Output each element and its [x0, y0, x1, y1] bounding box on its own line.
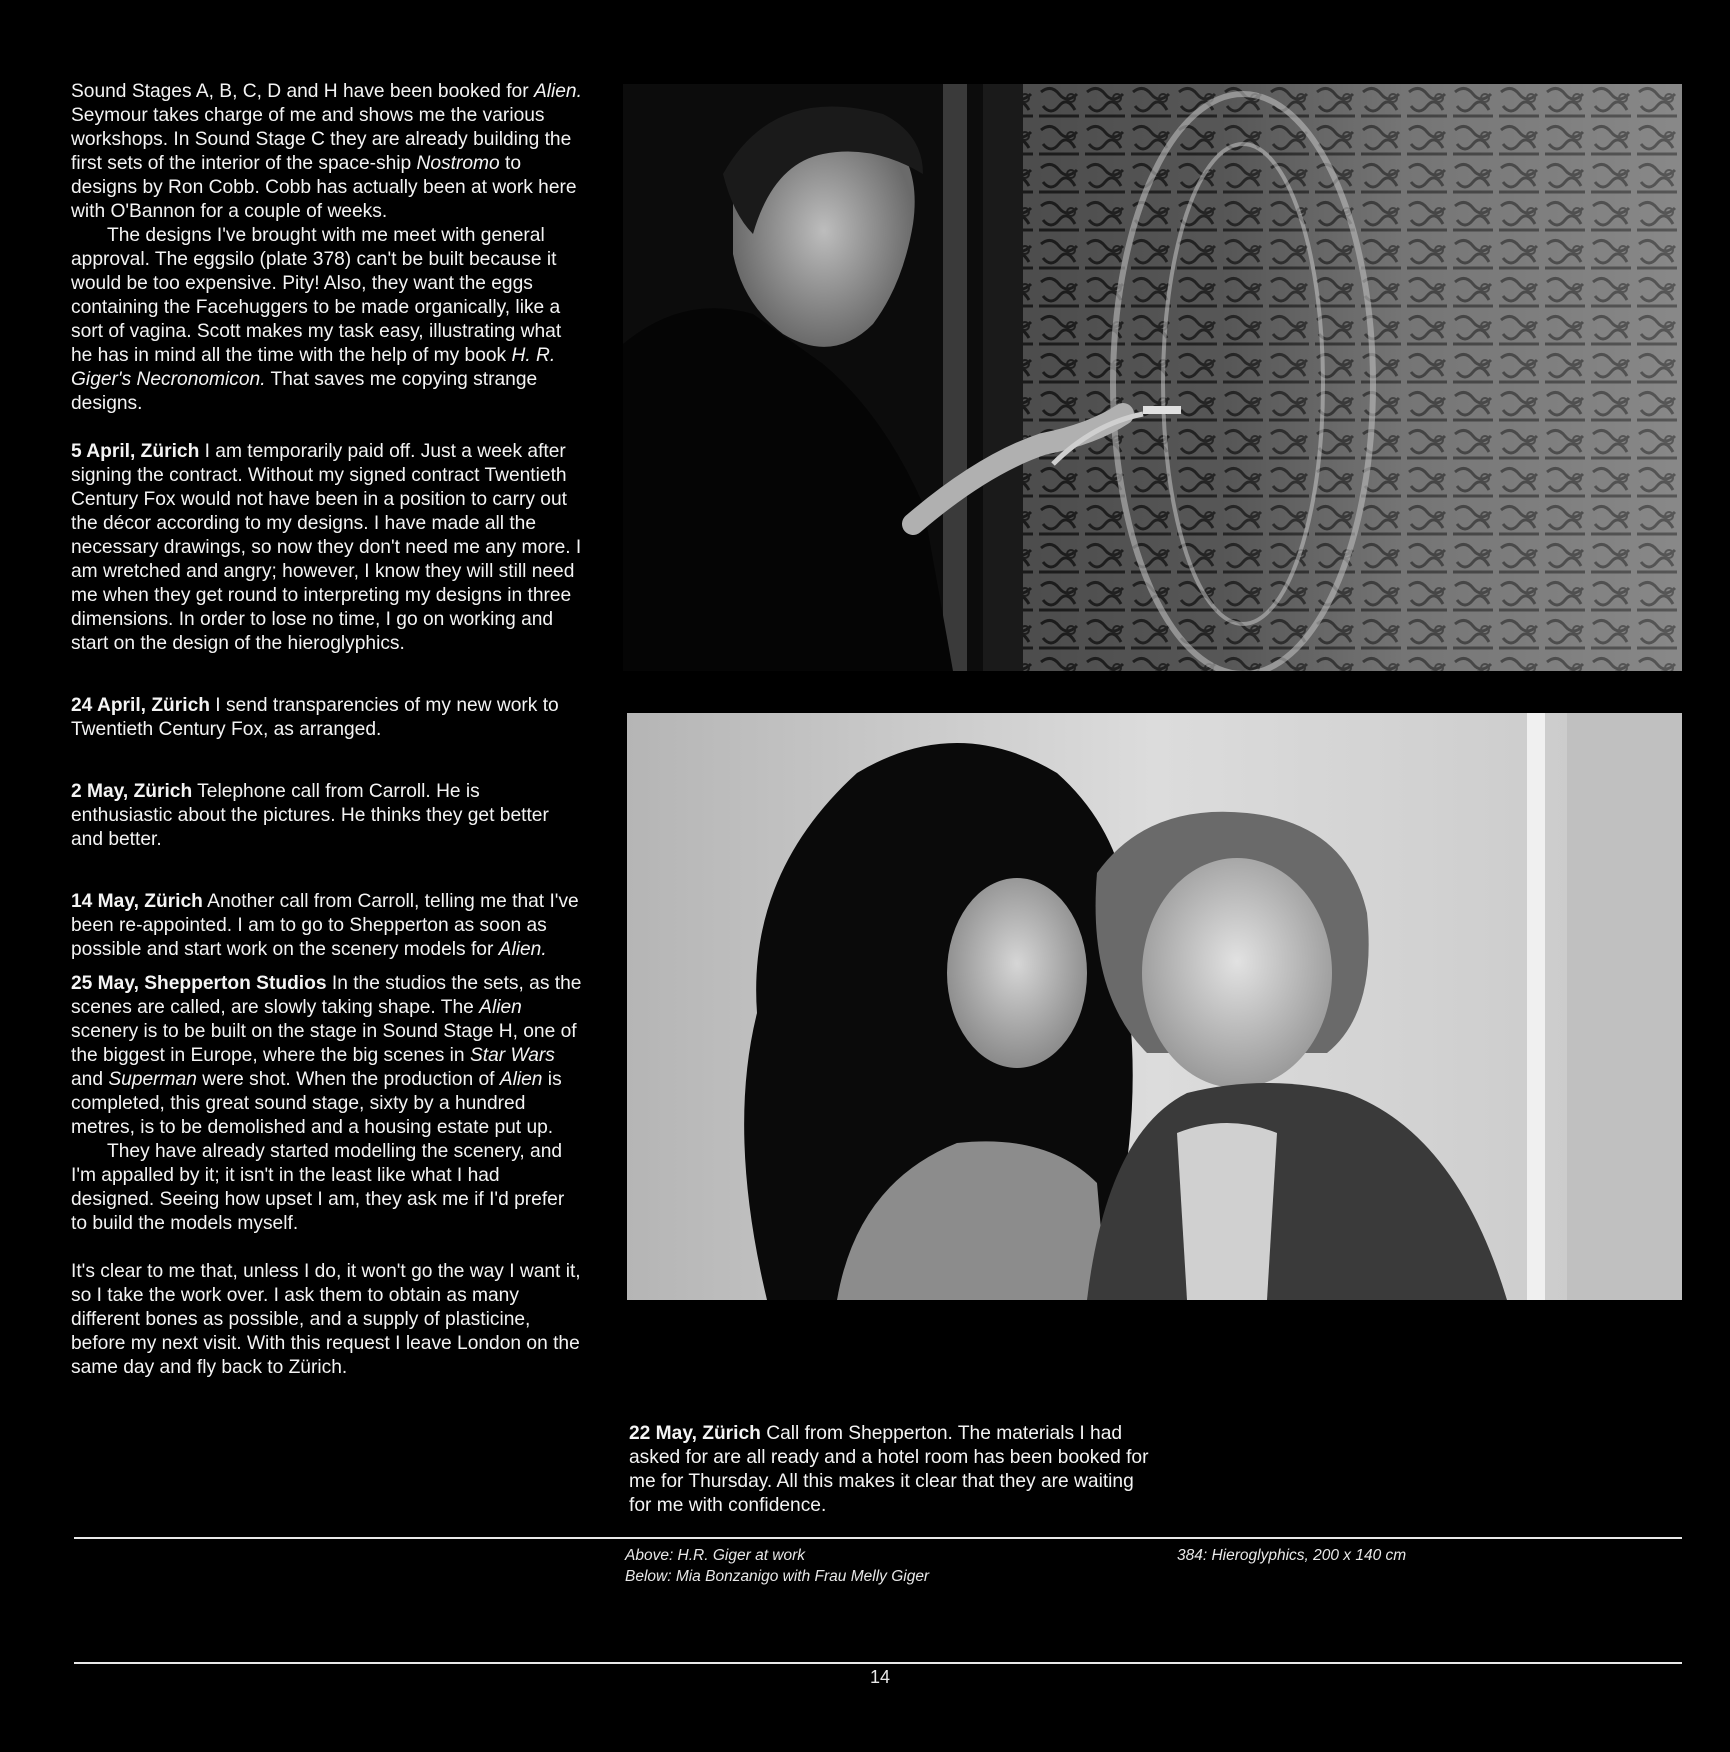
photo-mia-and-melly — [627, 713, 1682, 1300]
entry-25-may: 25 May, Shepperton Studios In the studios the sets, as the scenes are called, are slowly taking shape. The Alien scenery is to be built on the stage in Sound Stage H, one of the biggest in Europe, where the big scenes in Star Wars and Superman were shot. When the production of Alien is completed, this great sound stage, sixty by a hundred metres, is to be demolished and a housing estate put up. — [71, 973, 582, 1138]
caption-above: Above: H.R. Giger at work — [625, 1547, 806, 1564]
entry-date: 25 May, Shepperton Studios — [71, 973, 327, 994]
photo-giger-at-work-image — [623, 84, 1682, 671]
designs-paragraph: The designs I've brought with me meet with general approval. The eggsilo (plate 378) can't be built because it would be too expensive. Pity! Also, they want the eggs containing the Facehuggers to be made organically, like a sort of vagina. Scott makes my task easy, illustrating what he has in mind all the time with the help of my book H. R. Giger's Necronomicon. That saves me copying strange designs. — [71, 225, 562, 414]
modelling-paragraph: They have already started modelling the scenery, and I'm appalled by it; it isn't in the least like what I had designed. Seeing how upset I am, they ask me if I'd prefer to build the models myself. — [71, 1141, 565, 1234]
footer-rule — [74, 1662, 1682, 1664]
divider-rule — [74, 1537, 1682, 1539]
photo-credits — [625, 1545, 1085, 1587]
entry-22-may: 22 May, Zürich Call from Shepperton. The materials I had asked for are all ready and a hotel room has been booked for me for Thursday. All this makes it clear that they are waiting for me with confidence. — [629, 1423, 1149, 1516]
entry-date: 24 April, Zürich — [71, 695, 210, 716]
entry-14-may: 14 May, Zürich Another call from Carroll, telling me that I've been re-appointed. I am to go to Shepperton as soon as possible and start work on the scenery models for Alien. — [71, 891, 579, 960]
caption-below: Below: Mia Bonzanigo with Frau Melly Giger — [625, 1568, 930, 1585]
entry-date: 22 May, Zürich — [629, 1423, 761, 1444]
entry-date: 5 April, Zürich — [71, 441, 200, 462]
entry-date: 2 May, Zürich — [71, 781, 193, 802]
entry-date: 14 May, Zürich — [71, 891, 203, 912]
clear-paragraph: It's clear to me that, unless I do, it won't go the way I want it, so I take the work over. I ask them to obtain as many different bones as possible, and a supply of plasticine, before my next visit. With this request I leave London on the same day and fly back to Zürich. — [71, 1261, 581, 1378]
page-number: 14 — [869, 1667, 891, 1687]
entry-24-april: 24 April, Zürich I send transparencies of my new work to Twentieth Century Fox, as arranged. — [71, 695, 559, 740]
entry-2-may: 2 May, Zürich Telephone call from Carroll. He is enthusiastic about the pictures. He thinks they get better and better. — [71, 781, 549, 850]
entry-5-april: 5 April, Zürich I am temporarily paid off. Just a week after signing the contract. Without my signed contract Twentieth Century Fox would not have been in a position to carry out the décor according to my designs. I have made all the necessary drawings, so now they don't need me any more. I am wretched and angry; however, I know they will still need me when they get round to interpreting my designs in three dimensions. In order to lose no time, I go on working and start on the design of the hieroglyphics. — [71, 441, 582, 654]
main-text-column — [71, 80, 585, 1380]
photo-mia-and-melly-image — [627, 713, 1682, 1300]
photo-giger-at-work — [623, 84, 1682, 671]
plate-caption: 384: Hieroglyphics, 200 x 140 cm — [1177, 1547, 1407, 1564]
intro-paragraph: Sound Stages A, B, C, D and H have been booked for Alien. Seymour takes charge of me and shows me the various workshops. In Sound Stage C they are already building the first sets of the interior of the space-ship Nostromo to designs by Ron Cobb. Cobb has actually been at work here with O'Bannon for a couple of weeks. — [71, 81, 582, 222]
